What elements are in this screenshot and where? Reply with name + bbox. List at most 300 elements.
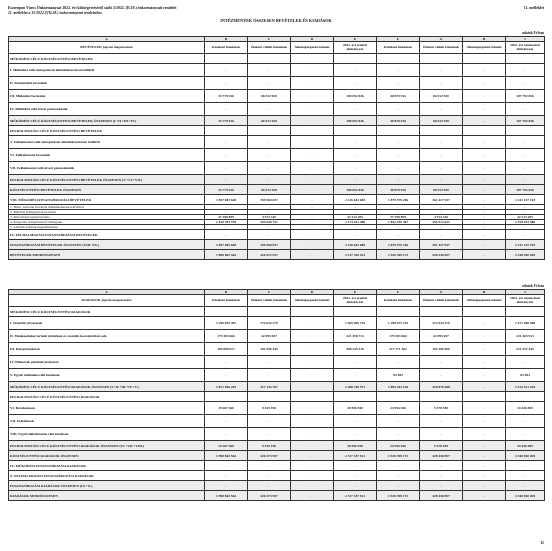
cell-value: 1 296 853 467 [205, 317, 248, 330]
cell-value: 19 267 360 [205, 441, 248, 451]
page-number: 11 [540, 540, 544, 545]
cell-value: - [291, 471, 334, 481]
table-row [9, 369, 545, 382]
document-page [8, 0, 544, 551]
row-label: VI. Felhalmozási bevételek [9, 149, 205, 162]
cell-value: - [506, 225, 545, 230]
row-label: III. Dologi kiadások [9, 343, 205, 356]
cell-value: - [334, 415, 377, 428]
cell-value: 9 478 549 [420, 441, 463, 451]
cell-value: - [291, 481, 334, 491]
cell-value: - [463, 210, 506, 215]
column-letter: A [9, 37, 205, 42]
cell-value: - [463, 330, 506, 343]
cell-value: - [334, 162, 377, 175]
cell-value: - [205, 175, 248, 185]
cell-value: 1 895 443 136 [377, 382, 420, 392]
cell-value [291, 392, 334, 402]
cell-value: 1 857 083 648 [205, 240, 248, 250]
cell-value: - [506, 205, 545, 210]
cell-value: - [506, 471, 545, 481]
cell-value: - [248, 64, 291, 77]
cell-value [377, 307, 420, 317]
cell-value: 24 956 036 [377, 441, 420, 451]
cell-value: - [291, 90, 334, 103]
cell-value [420, 307, 463, 317]
cell-value: - [334, 136, 377, 149]
cell-value: - [205, 77, 248, 90]
cell-value: 83 583 [506, 369, 545, 382]
row-label: FELHALMOZÁSI CÉLÚ KÖLTSÉGVETÉSI BEVÉTELEK ÖSSZESEN (V.+VI.+VII.) [9, 175, 205, 185]
cell-value: - [463, 481, 506, 491]
row-label: 4. Központi, irányítószervi támogatás [9, 220, 205, 225]
cell-value: 179 303 666 [377, 330, 420, 343]
cell-value: - [463, 149, 506, 162]
column-header: KIADÁSOK jogcím megnevezése [9, 295, 205, 307]
cell-value: - [420, 230, 463, 240]
unit-label-expenses: adatok Ft-ban [522, 284, 544, 288]
column-header: Államigazgatási feladat [291, 295, 334, 307]
cell-value [334, 307, 377, 317]
cell-value: - [248, 205, 291, 210]
cell-value: - [463, 185, 506, 195]
cell-value: 33 779 916 [205, 90, 248, 103]
cell-value: 1 890 863 564 [205, 491, 248, 501]
cell-value: - [205, 210, 248, 215]
cell-value: - [420, 175, 463, 185]
cell-value: 2 348 940 029 [506, 451, 545, 461]
cell-value [205, 54, 248, 64]
cell-value: - [506, 64, 545, 77]
cell-value: 426 473 957 [248, 491, 291, 501]
table-row [9, 330, 545, 343]
cell-value: - [291, 451, 334, 461]
cell-value: 33 779 916 [205, 185, 248, 195]
cell-value: - [506, 175, 545, 185]
cell-value: 100 692 836 [334, 116, 377, 126]
column-letter: F [377, 290, 420, 295]
cell-value: - [463, 356, 506, 369]
column-header: Államigazgatási feladat [463, 42, 506, 54]
cell-value: - [248, 428, 291, 441]
column-header: Kötelező feladatok [377, 295, 420, 307]
cell-value: - [291, 225, 334, 230]
table-row [9, 103, 545, 116]
row-label: BEVÉTELEK MINDÖSSZESEN [9, 250, 205, 260]
row-label: 3. Maradvány igénybevétele [9, 215, 205, 220]
cell-value: - [420, 205, 463, 210]
cell-value: - [420, 415, 463, 428]
table-row [9, 230, 545, 240]
cell-value: - [248, 415, 291, 428]
cell-value: - [420, 369, 463, 382]
table-row [9, 240, 545, 250]
page-title: INTÉZMÉNYEK ÖSSZESEN BEVÉTELEK ÉS KIADÁSOK [220, 18, 332, 23]
cell-value: 417 371 462 [377, 343, 420, 356]
cell-value: - [463, 250, 506, 260]
cell-value: - [248, 162, 291, 175]
cell-value: 37 298 859 [205, 215, 248, 220]
cell-value: - [506, 162, 545, 175]
cell-value: 356 513 621 [420, 220, 463, 225]
row-label: I. Működési célú támogatások államháztartáson belülről [9, 64, 205, 77]
cell-value: - [506, 481, 545, 491]
cell-value [291, 126, 334, 136]
table-row [9, 149, 545, 162]
cell-value: 2 314 321 444 [506, 382, 545, 392]
cell-value: - [463, 343, 506, 356]
cell-value: 2 317 337 521 [334, 491, 377, 501]
cell-value: 2 241 147 193 [506, 195, 545, 205]
cell-value: 34 426 585 [506, 402, 545, 415]
cell-value: - [463, 103, 506, 116]
cell-value: - [291, 330, 334, 343]
table-row [9, 428, 545, 441]
cell-value: 28 596 550 [334, 441, 377, 451]
cell-value: - [248, 103, 291, 116]
cell-value: 395 089 071 [205, 343, 248, 356]
cell-value: 1 879 579 256 [377, 240, 420, 250]
cell-value: - [420, 149, 463, 162]
cell-value [506, 126, 545, 136]
cell-value: - [248, 210, 291, 215]
cell-value: - [506, 77, 545, 90]
cell-value: 1 920 399 172 [377, 451, 420, 461]
table-row [9, 90, 545, 103]
cell-value: 66 912 920 [248, 116, 291, 126]
cell-value [334, 392, 377, 402]
cell-value: 42 213 205 [334, 215, 377, 220]
cell-value: - [377, 136, 420, 149]
cell-value: - [506, 461, 545, 471]
cell-value: - [291, 77, 334, 90]
cell-value: - [248, 225, 291, 230]
column-letter: C [248, 37, 291, 42]
cell-value: - [334, 225, 377, 230]
cell-value: - [334, 149, 377, 162]
cell-value: - [334, 64, 377, 77]
table-row [9, 392, 545, 402]
column-letter: B [205, 37, 248, 42]
table-row [9, 185, 545, 195]
row-label: III. Működési bevételek [9, 90, 205, 103]
cell-value: 1 920 399 172 [377, 491, 420, 501]
cell-value: - [205, 136, 248, 149]
cell-value: 83 583 [377, 369, 420, 382]
annex-label: 11. melléklet [523, 6, 544, 10]
column-header: 2022. évi módosított előirányzat [506, 295, 545, 307]
cell-value [377, 126, 420, 136]
row-label: IV. Működési célú átvett pénzeszközök [9, 103, 205, 116]
column-letter: E [334, 290, 377, 295]
table-row [9, 382, 545, 392]
row-label: IX. MŰKÖDÉSI FINANSZÍROZÁSI KIADÁSOK [9, 461, 205, 471]
cell-value: - [291, 230, 334, 240]
cell-value: 66 912 920 [420, 185, 463, 195]
column-header: Kötelező feladatok [205, 295, 248, 307]
cell-value: 359 560 037 [248, 195, 291, 205]
cell-value: - [377, 471, 420, 481]
table-row [9, 402, 545, 415]
table-row [9, 461, 545, 471]
column-letter: I [506, 290, 545, 295]
cell-value: 417 144 767 [248, 382, 291, 392]
cell-value [334, 54, 377, 64]
cell-value: - [205, 149, 248, 162]
row-label: KÖLTSÉGVETÉSI KIADÁSOK ÖSSZESEN [9, 451, 205, 461]
cell-value [463, 392, 506, 402]
cell-value: - [205, 356, 248, 369]
cell-value: - [205, 481, 248, 491]
cell-value: - [377, 461, 420, 471]
column-letter: E [334, 37, 377, 42]
cell-value: - [377, 162, 420, 175]
cell-value: - [506, 149, 545, 162]
cell-value: 361 427 937 [420, 195, 463, 205]
cell-value: 66 912 920 [248, 90, 291, 103]
cell-value: - [248, 369, 291, 382]
column-header: Önként vállalt feladatok [420, 42, 463, 54]
unit-label: adatok Ft-ban [522, 31, 544, 35]
cell-value: - [463, 220, 506, 225]
cell-value: 1 879 579 256 [377, 195, 420, 205]
table-row [9, 307, 545, 317]
cell-value: - [506, 210, 545, 215]
cell-value: - [463, 215, 506, 220]
column-letter: F [377, 37, 420, 42]
row-label: II. Közhatalmi bevételek [9, 77, 205, 90]
cell-value: - [291, 103, 334, 116]
table-row [9, 491, 545, 501]
column-header: Államigazgatási feladat [291, 42, 334, 54]
cell-value: - [291, 240, 334, 250]
column-header: 2022. évi eredeti előirányzat [334, 295, 377, 307]
cell-value: - [291, 441, 334, 451]
row-label: MŰKÖDÉSI CÉLÚ KÖLTSÉGVETÉSI BEVÉTELEK ÖSSZESEN (I.+II.+III.+IV.) [9, 116, 205, 126]
column-letter: D [291, 290, 334, 295]
cell-value [248, 126, 291, 136]
cell-value: - [334, 428, 377, 441]
cell-value: 9 329 190 [248, 441, 291, 451]
cell-value: 354 646 721 [248, 220, 291, 225]
cell-value: - [334, 369, 377, 382]
cell-value: - [205, 471, 248, 481]
cell-value: 4 914 316 [248, 215, 291, 220]
cell-value: - [463, 240, 506, 250]
cell-value: 107 792 836 [506, 116, 545, 126]
cell-value: 428 340 857 [420, 451, 463, 461]
cell-value [506, 392, 545, 402]
cell-value: - [291, 343, 334, 356]
row-label: KÖLTSÉGVETÉSI BEVÉTELEK ÖSSZESEN [9, 185, 205, 195]
cell-value: - [248, 149, 291, 162]
column-letter: A [9, 290, 205, 295]
cell-value: 2 317 336 521 [334, 250, 377, 260]
cell-value: 498 245 516 [334, 343, 377, 356]
cell-value: - [334, 205, 377, 210]
cell-value: 100 692 836 [334, 185, 377, 195]
cell-value: 521 537 445 [506, 343, 545, 356]
table-row [9, 441, 545, 451]
cell-value: - [334, 356, 377, 369]
column-header: 2022. évi módosított előirányzat [506, 42, 545, 54]
cell-value: - [463, 451, 506, 461]
cell-value: - [463, 205, 506, 210]
row-label: VIII. Egyéb felhalmozási célú kiadások [9, 428, 205, 441]
cell-value: - [463, 225, 506, 230]
column-letter: I [506, 37, 545, 42]
cell-value: - [420, 428, 463, 441]
cell-value: - [291, 195, 334, 205]
row-label: IX. FELHALMOZÁSI FINANSZÍROZÁSI BEVÉTELEK [9, 230, 205, 240]
row-label: VI. Beruházások [9, 402, 205, 415]
column-header: Kötelező feladatok [205, 42, 248, 54]
cell-value [506, 54, 545, 64]
cell-value: - [463, 491, 506, 501]
row-label: FINANSZÍROZÁSI KIADÁSOK ÖSSZESEN (IX.+X.) [9, 481, 205, 491]
cell-value: - [420, 136, 463, 149]
cell-value: 2 198 933 988 [506, 220, 545, 225]
cell-value: 42 213 205 [506, 215, 545, 220]
cell-value [506, 307, 545, 317]
cell-value: - [463, 415, 506, 428]
table-row [9, 356, 545, 369]
cell-value: 40 879 916 [377, 116, 420, 126]
cell-value [291, 54, 334, 64]
column-letter: D [291, 37, 334, 42]
cell-value: 2 317 337 521 [334, 451, 377, 461]
cell-value: - [420, 77, 463, 90]
cell-value: 272 643 279 [248, 317, 291, 330]
annex-reference: 11. melléklet a 15/2022.(VII.28.) önkormányzati rendelethez [8, 11, 102, 15]
cell-value [463, 54, 506, 64]
cell-value: - [248, 136, 291, 149]
cell-value: 9 329 190 [248, 402, 291, 415]
cell-value: - [248, 230, 291, 240]
cell-value: - [334, 175, 377, 185]
table-row [9, 195, 545, 205]
cell-value: - [506, 136, 545, 149]
cell-value [377, 392, 420, 402]
cell-value: - [420, 103, 463, 116]
row-label: FELHALMOZÁSI CÉLÚ KÖLTSÉGVETÉSI KIADÁSOK [9, 392, 205, 402]
row-label: FELHALMOZÁSI CÉLÚ KÖLTSÉGVETÉSI BEVÉTELEK [9, 126, 205, 136]
table-row [9, 317, 545, 330]
revenue-table [8, 36, 545, 260]
cell-value: 428 340 857 [420, 491, 463, 501]
cell-value: - [463, 136, 506, 149]
cell-value: - [291, 402, 334, 415]
cell-value: - [334, 77, 377, 90]
cell-value: - [377, 175, 420, 185]
cell-value: - [291, 149, 334, 162]
cell-value: - [291, 461, 334, 471]
cell-value: 4 914 316 [420, 215, 463, 220]
column-letter: C [248, 290, 291, 295]
cell-value: - [334, 461, 377, 471]
cell-value: - [248, 77, 291, 90]
cell-value [205, 392, 248, 402]
cell-value: - [291, 415, 334, 428]
cell-value: - [463, 230, 506, 240]
cell-value: - [248, 461, 291, 471]
cell-value: 221 403 913 [506, 330, 545, 343]
cell-value [248, 307, 291, 317]
cell-value: - [463, 317, 506, 330]
cell-value: - [463, 369, 506, 382]
cell-value: - [463, 64, 506, 77]
cell-value [463, 126, 506, 136]
row-label: MŰKÖDÉSI CÉLÚ KÖLTSÉGVETÉSI KIADÁSOK ÖSSZESEN (I.+II.+III.+IV.+V.) [9, 382, 205, 392]
row-label: VIII. MŰKÖDÉSI FINANSZÍROZÁSI BEVÉTELEK [9, 195, 205, 205]
cell-value: - [248, 481, 291, 491]
cell-value [248, 392, 291, 402]
cell-value: - [377, 428, 420, 441]
cell-value: - [291, 428, 334, 441]
cell-value: 1 842 420 367 [377, 220, 420, 225]
cell-value: 42 095 047 [420, 330, 463, 343]
cell-value: - [420, 461, 463, 471]
cell-value [420, 126, 463, 136]
cell-value: 1 819 784 759 [205, 220, 248, 225]
cell-value: - [291, 369, 334, 382]
cell-value: - [377, 230, 420, 240]
cell-value: - [377, 64, 420, 77]
row-label: MŰKÖDÉSI CÉLÚ KÖLTSÉGVETÉSI BEVÉTELEK [9, 54, 205, 64]
row-label: VII. Felhalmozási célú átvett pénzeszközök [9, 162, 205, 175]
cell-value: - [463, 402, 506, 415]
column-header: Önként vállalt feladatok [420, 295, 463, 307]
row-label: VII. Felújítások [9, 415, 205, 428]
cell-value: - [420, 356, 463, 369]
cell-value: 2 174 431 480 [334, 220, 377, 225]
cell-value: 2 241 147 193 [506, 240, 545, 250]
cell-value: 34 426 585 [506, 441, 545, 451]
cell-value: - [463, 77, 506, 90]
cell-value: 40 879 916 [377, 185, 420, 195]
cell-value: - [377, 225, 420, 230]
table-row [9, 77, 545, 90]
cell-value: 2 288 740 971 [334, 382, 377, 392]
cell-value: - [334, 210, 377, 215]
cell-value [463, 307, 506, 317]
cell-value: - [377, 415, 420, 428]
cell-value: - [377, 149, 420, 162]
table-row [9, 116, 545, 126]
cell-value: - [377, 205, 420, 210]
cell-value: - [420, 481, 463, 491]
cell-value: - [463, 471, 506, 481]
cell-value: - [291, 356, 334, 369]
cell-value: 2 216 643 685 [334, 195, 377, 205]
cell-value: - [334, 471, 377, 481]
cell-value: 100 692 836 [334, 90, 377, 103]
cell-value: - [291, 136, 334, 149]
cell-value: 221 398 713 [334, 330, 377, 343]
cell-value: 37 298 859 [377, 215, 420, 220]
cell-value: - [205, 230, 248, 240]
table-row [9, 250, 545, 260]
cell-value: - [463, 195, 506, 205]
cell-value: - [463, 441, 506, 451]
column-letter: H [463, 290, 506, 295]
row-label: X. FELHALMOZÁSI FINANSZÍROZÁSI KIADÁSOK [9, 471, 205, 481]
cell-value: - [248, 356, 291, 369]
cell-value: - [291, 382, 334, 392]
cell-value [248, 54, 291, 64]
cell-value: - [291, 116, 334, 126]
decree-reference: Esztergom Város Önkormányzat 2022. évi költségvetéséről szóló 2/2022. (II.10.) önkormányzati rendelet [8, 6, 177, 10]
